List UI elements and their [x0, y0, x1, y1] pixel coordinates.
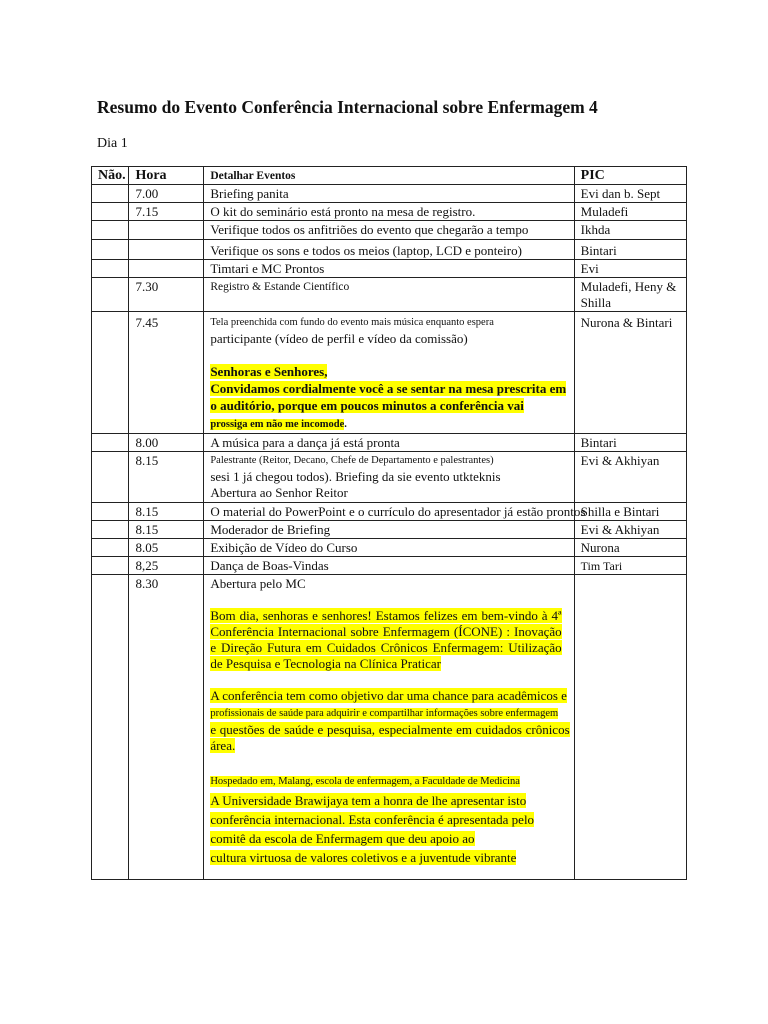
highlighted-text: A conferência tem como objetivo dar uma chance para acadêmicos e [210, 688, 567, 703]
header-no: Não. [92, 167, 129, 185]
cell-pic: Nurona & Bintari [574, 312, 686, 434]
cell-no [92, 278, 129, 312]
objective-paragraph [210, 688, 569, 754]
highlighted-text: comitê da escola de Enfermagem que deu apoio ao [210, 831, 475, 846]
sentence-end: . [344, 419, 347, 430]
cell-detalhe: Verifique os sons e todos os meios (laptop, LCD e ponteiro) [204, 240, 574, 260]
cell-no [92, 185, 129, 203]
cell-no [92, 203, 129, 221]
cell-detalhe: Registro & Estande Científico [204, 278, 574, 312]
cell-detalhe: Exibição de Vídeo do Curso [204, 539, 574, 557]
cell-detalhe: A música para a dança já está pronta [204, 434, 574, 452]
cell-pic: Tim Tari [574, 557, 686, 575]
highlighted-text: Hospedado em, Malang, escola de enfermagem, a Faculdade de Medicina [210, 776, 520, 787]
table-header-row [92, 167, 687, 185]
cell-detalhe [204, 452, 574, 503]
cell-detalhe: O kit do seminário está pronto na mesa de registro. [204, 203, 574, 221]
cell-pic: Evi & Akhiyan [574, 521, 686, 539]
cell-no [92, 240, 129, 260]
cell-no [92, 557, 129, 575]
table-row [92, 312, 687, 434]
cell-pic: Muladefi [574, 203, 686, 221]
section-heading: Abertura pelo MC [210, 576, 306, 591]
table-row [92, 240, 687, 260]
highlighted-text: conferência internacional. Esta conferência é apresentada pelo [210, 812, 535, 827]
cell-pic: Evi dan b. Sept [574, 185, 686, 203]
event-line: Palestrante (Reitor, Decano, Chefe de Departamento e palestrantes) [210, 455, 494, 466]
cell-hora: 8.15 [129, 521, 204, 539]
table-row [92, 557, 687, 575]
cell-hora: 7.45 [129, 312, 204, 434]
cell-hora [129, 260, 204, 278]
cell-pic: Bintari [574, 434, 686, 452]
table-row [92, 452, 687, 503]
highlighted-text: A Universidade Brawijaya tem a honra de lhe apresentar isto [210, 793, 527, 808]
table-row [92, 434, 687, 452]
highlighted-text: o auditório, porque em poucos minutos a conferência vai [210, 398, 524, 413]
cell-pic: Ikhda [574, 221, 686, 240]
event-line: Abertura ao Senhor Reitor [210, 485, 348, 500]
cell-detalhe: Dança de Boas-Vindas [204, 557, 574, 575]
cell-hora: 7.00 [129, 185, 204, 203]
cell-pic: Muladefi, Heny & Shilla [574, 278, 686, 312]
cell-hora: 8.30 [129, 575, 204, 880]
document-title: Resumo do Evento Conferência Internacional sobre Enfermagem 4 [97, 97, 598, 117]
cell-detalhe: Briefing panita [204, 185, 574, 203]
table-row [92, 260, 687, 278]
table-row [92, 521, 687, 539]
cell-no [92, 539, 129, 557]
cell-hora: 8.15 [129, 503, 204, 521]
cell-no [92, 521, 129, 539]
highlighted-text: Bom dia, senhoras e senhores! Estamos felizes em bem-vindo à 4ª Conferência Internacional sobre Enfermagem (ÍCONE) : Inovação e Direção Futura em Cuidados Crônicos Enfermagem: Utilização de Pesquisa e Tecnologia na Clínica Praticar [210, 608, 562, 671]
cell-detalhe: O material do PowerPoint e o currículo do apresentador já estão prontos [204, 503, 574, 521]
cell-no [92, 575, 129, 880]
table-row [92, 575, 687, 880]
table-row [92, 278, 687, 312]
header-detalhe: Detalhar Eventos [204, 167, 574, 185]
cell-detalhe [204, 575, 574, 880]
highlighted-text: Convidamos cordialmente você a se sentar na mesa prescrita em [210, 381, 567, 396]
table-row [92, 539, 687, 557]
cell-no [92, 312, 129, 434]
event-line: Tela preenchida com fundo do evento mais música enquanto espera [210, 317, 494, 328]
cell-detalhe: Timtari e MC Prontos [204, 260, 574, 278]
event-line: sesi 1 já chegou todos). Briefing da sie evento utkteknis [210, 469, 501, 484]
table-row [92, 203, 687, 221]
cell-pic: Nurona [574, 539, 686, 557]
cell-detalhe: Verifique todos os anfitriões do evento que chegarão a tempo [204, 221, 574, 240]
cell-hora: 8,25 [129, 557, 204, 575]
header-pic: PIC [574, 167, 686, 185]
table-row [92, 503, 687, 521]
highlighted-text: cultura virtuosa de valores coletivos e a juventude vibrante [210, 850, 517, 865]
highlighted-text: e questões de saúde e pesquisa, especialmente em cuidados crônicos área. [210, 722, 570, 753]
cell-detalhe [204, 312, 574, 434]
cell-hora [129, 240, 204, 260]
header-hora: Hora [129, 167, 204, 185]
cell-hora: 8.00 [129, 434, 204, 452]
schedule-table [91, 166, 687, 880]
cell-pic: Evi [574, 260, 686, 278]
highlighted-text: prossiga em não me incomode [210, 419, 345, 430]
highlighted-text: Senhoras e Senhores, [210, 364, 328, 379]
cell-hora: 7.30 [129, 278, 204, 312]
cell-no [92, 452, 129, 503]
host-paragraph [210, 770, 569, 867]
day-label: Dia 1 [97, 136, 128, 151]
highlighted-text: profissionais de saúde para adquirir e compartilhar informações sobre enfermagem [210, 708, 559, 719]
cell-pic: Bintari [574, 240, 686, 260]
cell-pic: Shilla e Bintari [574, 503, 686, 521]
cell-no [92, 503, 129, 521]
cell-hora [129, 221, 204, 240]
table-row [92, 185, 687, 203]
cell-hora: 8.15 [129, 452, 204, 503]
event-line: participante (vídeo de perfil e vídeo da comissão) [210, 331, 468, 346]
cell-no [92, 260, 129, 278]
cell-detalhe: Moderador de Briefing [204, 521, 574, 539]
cell-pic: Evi & Akhiyan [574, 452, 686, 503]
cell-pic [574, 575, 686, 880]
cell-no [92, 434, 129, 452]
cell-no [92, 221, 129, 240]
table-row [92, 221, 687, 240]
cell-hora: 8.05 [129, 539, 204, 557]
welcome-paragraph [210, 608, 569, 672]
cell-hora: 7.15 [129, 203, 204, 221]
